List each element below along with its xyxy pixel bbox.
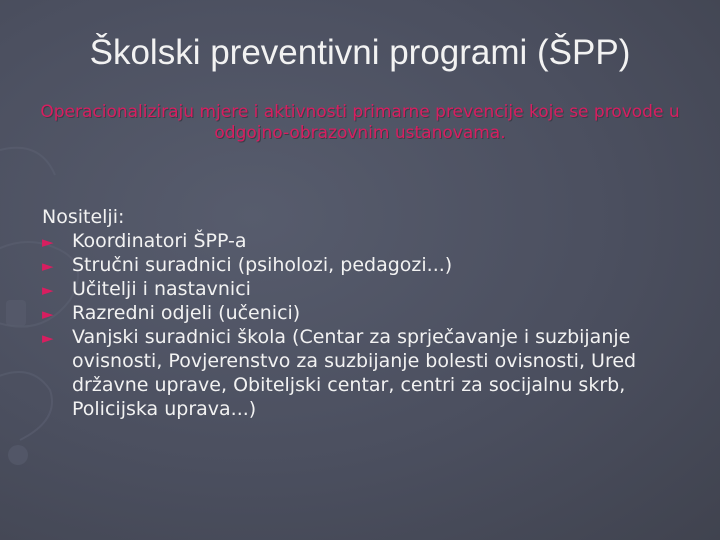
list-item-text: Učitelji i nastavnici — [72, 278, 251, 300]
content-block — [42, 205, 682, 421]
slide-subtitle: Operacionaliziraju mjere i aktivnosti primarne prevencije koje se provode u odgojno-obrazovnim ustanovama. — [40, 102, 680, 143]
triangle-bullet-icon: ► — [42, 329, 54, 347]
list-item — [42, 301, 682, 325]
bullet-list — [42, 229, 682, 421]
triangle-bullet-icon: ► — [42, 281, 54, 299]
slide-title: Školski preventivni programi (ŠPP) — [89, 33, 631, 72]
list-item-text: Vanjski suradnici škola (Centar za sprječavanje i suzbijanje ovisnosti, Povjerenstvo za suzbijanje bolesti ovisnosti, Ured državne uprave, Obiteljski centar, centri za socijalnu skrb, Policijska uprava...) — [72, 326, 637, 420]
list-item — [42, 277, 682, 301]
list-heading: Nositelji: — [42, 206, 125, 228]
list-item-text: Razredni odjeli (učenici) — [72, 302, 301, 324]
triangle-bullet-icon: ► — [42, 305, 54, 323]
list-item-text: Stručni suradnici (psiholozi, pedagozi...) — [72, 254, 453, 276]
list-item — [42, 325, 682, 421]
list-item-text: Koordinatori ŠPP-a — [72, 230, 247, 252]
list-item — [42, 253, 682, 277]
list-item — [42, 229, 682, 253]
triangle-bullet-icon: ► — [42, 233, 54, 251]
triangle-bullet-icon: ► — [42, 257, 54, 275]
